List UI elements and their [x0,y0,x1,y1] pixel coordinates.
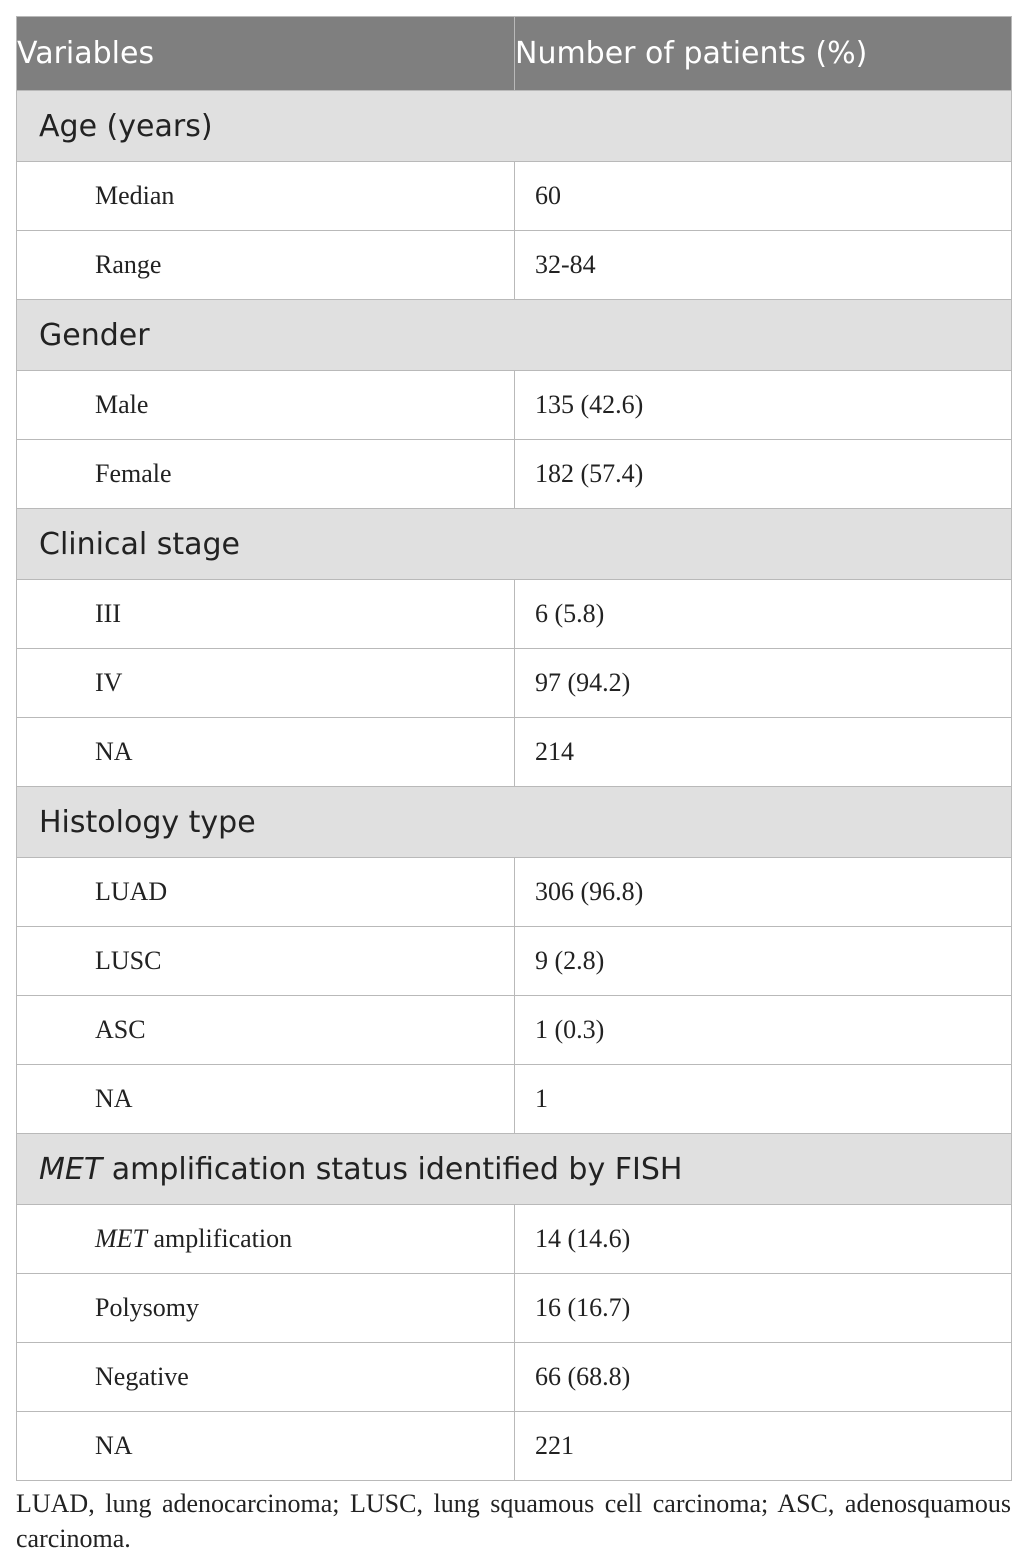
table-row [17,1412,1012,1481]
row-label: Median [17,162,515,231]
section-title-gene: MET [39,1151,103,1187]
table-row [17,1274,1012,1343]
row-label: ASC [17,996,515,1065]
section-title: Age (years) [17,91,1012,162]
section-row-clinical-stage [17,509,1012,580]
table-row [17,649,1012,718]
table-row [17,996,1012,1065]
section-title: Clinical stage [17,509,1012,580]
row-label-gene: MET [95,1224,147,1253]
row-label: LUSC [17,927,515,996]
table-row [17,1205,1012,1274]
patient-characteristics-table [16,16,1012,1481]
table-row [17,1343,1012,1412]
table-row [17,162,1012,231]
patient-characteristics-table-container [16,16,1011,1481]
row-label: NA [17,1412,515,1481]
table-row [17,440,1012,509]
row-label: Female [17,440,515,509]
section-title: Gender [17,300,1012,371]
row-label: NA [17,718,515,787]
row-value: 66 (68.8) [515,1343,1012,1412]
table-row [17,718,1012,787]
section-title-text: amplification status identified by FISH [102,1151,683,1187]
row-value: 32-84 [515,231,1012,300]
row-value: 135 (42.6) [515,371,1012,440]
section-row-age [17,91,1012,162]
section-title: Histology type [17,787,1012,858]
row-value: 1 [515,1065,1012,1134]
row-value: 14 (14.6) [515,1205,1012,1274]
row-value: 306 (96.8) [515,858,1012,927]
table-row [17,858,1012,927]
table-row [17,231,1012,300]
row-value: 60 [515,162,1012,231]
row-label: Male [17,371,515,440]
row-value: 221 [515,1412,1012,1481]
section-row-histology-type [17,787,1012,858]
table-row [17,927,1012,996]
row-value: 97 (94.2) [515,649,1012,718]
table-row [17,1065,1012,1134]
header-number-of-patients: Number of patients (%) [515,17,1012,91]
row-label: III [17,580,515,649]
row-label: Negative [17,1343,515,1412]
row-value: 182 (57.4) [515,440,1012,509]
section-title [17,1134,1012,1205]
row-value: 214 [515,718,1012,787]
row-value: 9 (2.8) [515,927,1012,996]
section-row-gender [17,300,1012,371]
row-label: IV [17,649,515,718]
header-variables: Variables [17,17,515,91]
table-row [17,580,1012,649]
row-value: 16 (16.7) [515,1274,1012,1343]
table-row [17,371,1012,440]
section-row-met-amplification-status [17,1134,1012,1205]
row-label: Range [17,231,515,300]
row-value: 6 (5.8) [515,580,1012,649]
row-label: LUAD [17,858,515,927]
row-label: NA [17,1065,515,1134]
row-value: 1 (0.3) [515,996,1012,1065]
table-header-row [17,17,1012,91]
row-label [17,1205,515,1274]
row-label: Polysomy [17,1274,515,1343]
row-label-text: amplification [147,1224,293,1253]
table-footnote: LUAD, lung adenocarcinoma; LUSC, lung squamous cell carcinoma; ASC, adenosquamous carcinoma. [16,1489,1011,1553]
